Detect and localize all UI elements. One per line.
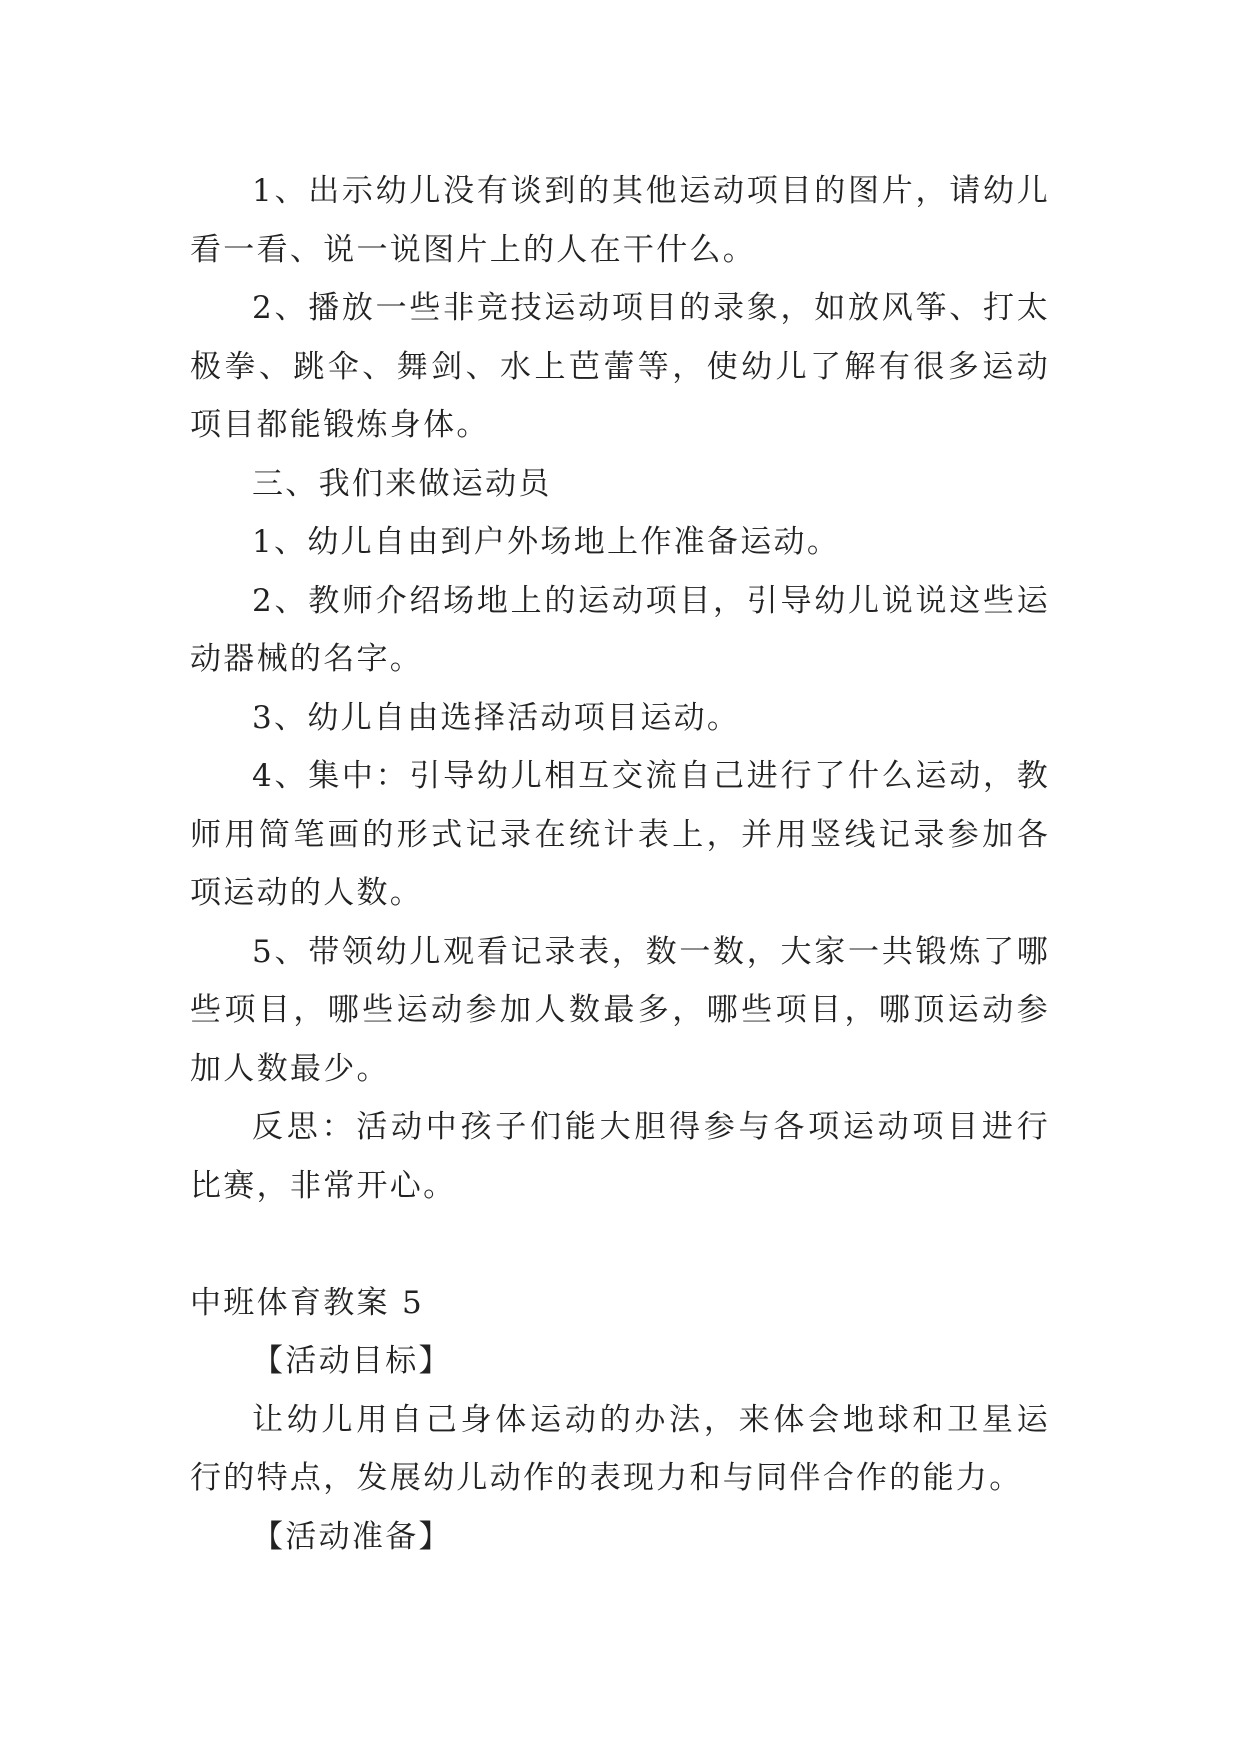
section-heading-goals: 【活动目标】 [252, 1343, 452, 1379]
paragraph: 4、集中：引导幼儿相互交流自己进行了什么运动，教师用简笔画的形式记录在统计表上，并用竖线记录参加各项运动的人数。 [190, 758, 1050, 911]
section-title: 中班体育教案 5 [190, 1284, 424, 1321]
paragraph: 2、播放一些非竞技运动项目的录象，如放风筝、打太极拳、跳伞、舞剑、水上芭蕾等，使幼儿了解有很多运动项目都能锻炼身体。 [190, 290, 1050, 443]
section-heading-preparation: 【活动准备】 [252, 1518, 452, 1555]
paragraph: 1、幼儿自由到户外场地上作准备运动。 [252, 524, 841, 560]
paragraph: 5、带领幼儿观看记录表，数一数，大家一共锻炼了哪些项目，哪些运动参加人数最多，哪些项目，哪顶运动参加人数最少。 [190, 933, 1050, 1087]
paragraph: 三、我们来做运动员 [252, 465, 552, 502]
paragraph: 2、教师介绍场地上的运动项目，引导幼儿说说这些运动器械的名字。 [190, 582, 1050, 677]
paragraph: 3、幼儿自由选择活动项目运动。 [252, 699, 741, 736]
paragraph: 让幼儿用自己身体运动的办法，来体会地球和卫星运行的特点，发展幼儿动作的表现力和与同伴合作的能力。 [190, 1401, 1050, 1496]
paragraph: 反思：活动中孩子们能大胆得参与各项运动项目进行比赛，非常开心。 [190, 1109, 1050, 1204]
paragraph: 1、出示幼儿没有谈到的其他运动项目的图片，请幼儿看一看、说一说图片上的人在干什么。 [190, 173, 1050, 268]
document-body [190, 162, 1050, 1566]
